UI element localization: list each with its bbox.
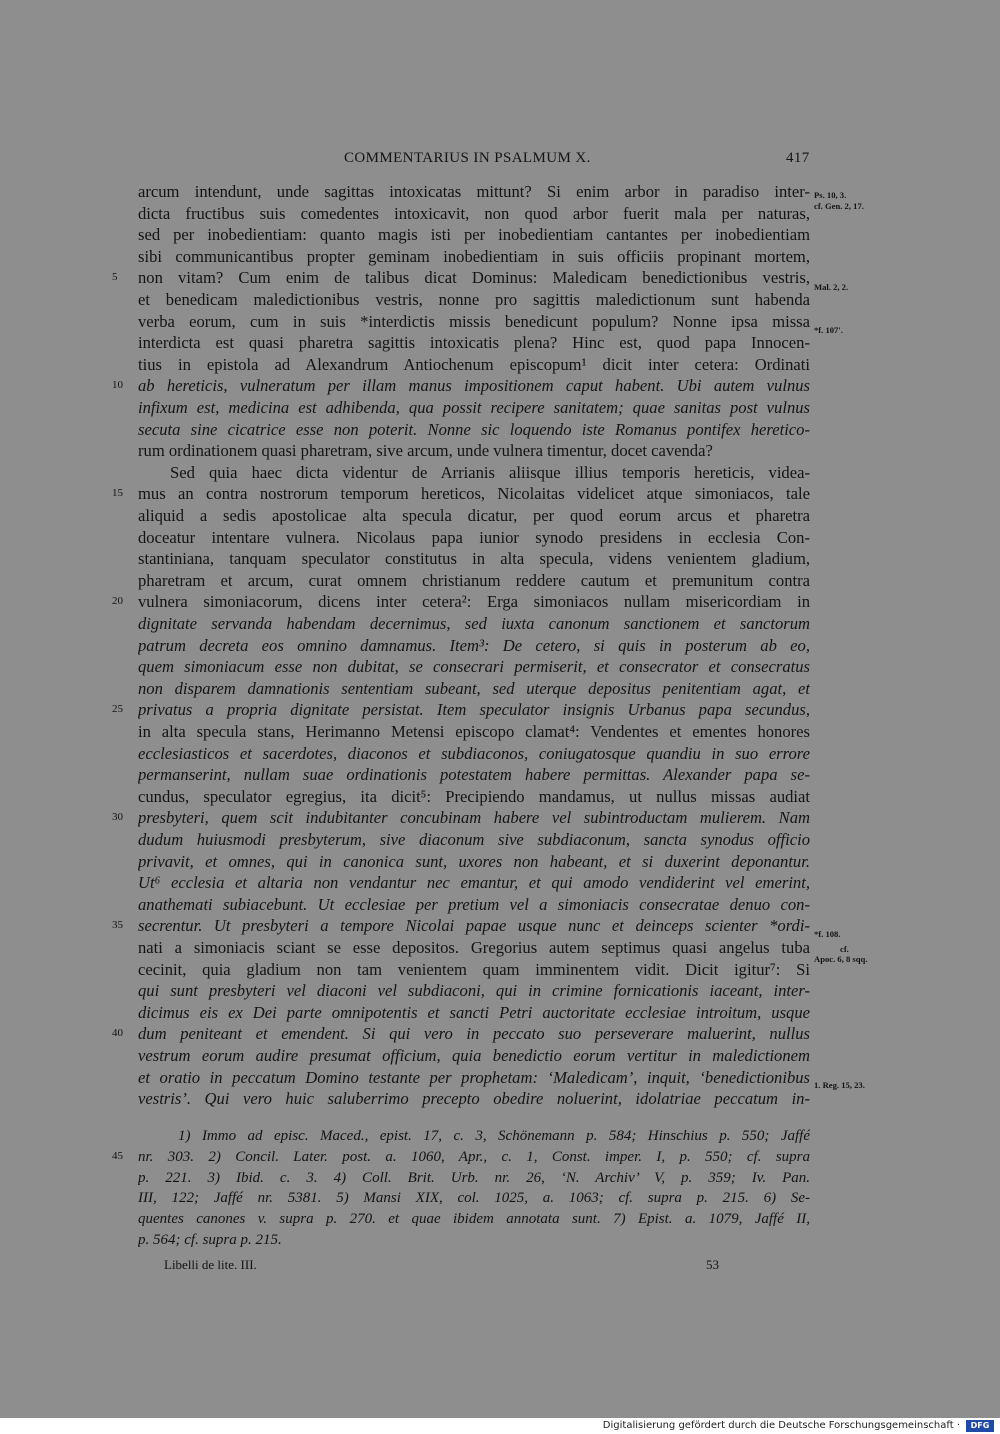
text-line: cundus, speculator egregius, ita dicit⁵: Precipiendo mandamus, ut nullus missas audiat <box>138 786 810 806</box>
text-line: patrum decreta eos omnino damnamus. Item³: De cetero, si quis in posterum ab eo, <box>138 635 810 655</box>
footnote-line: quentes canones v. supra p. 270. et quae ibidem annotata sunt. 7) Epist. a. 1079, Jaffé II, <box>138 1211 810 1228</box>
running-head: COMMENTARIUS IN PSALMUM X. <box>344 150 591 166</box>
text-line: anathemati subiacebunt. Ut ecclesiae per pretium vel a simoniacis consecratae denuo con- <box>138 894 810 914</box>
text-line: qui sunt presbyteri vel diaconi vel subdiaconi, qui in crimine fornicationis iaceant, inter- <box>138 981 810 1001</box>
text-line: nati a simoniacis sciant se esse depositos. Gregorius autem septimus quasi angelus tuba <box>138 938 810 957</box>
text-line: secuta sine cicatrice esse non poterit. Nonne sic loquendo iste Romanus pontifex heretico- <box>138 419 810 439</box>
text-line: vestris’. Qui vero huic saluberrimo precepto obedire noluerint, idolatriae peccatum in- <box>138 1089 810 1109</box>
signature-label: Libelli de lite. III. <box>164 1257 257 1272</box>
text-line: et oratio in peccatum Domino testante per prophetam: ‘Maledicam’, inquit, ‘benedictionibus <box>138 1067 810 1087</box>
margin-note: *f. 108. <box>814 929 841 939</box>
text-line: dignitate servanda habendam decernimus, sed iuxta canonum sanctionem et sanctorum <box>138 614 810 633</box>
text-line: Sed quia haec dicta videntur de Arrianis aliisque illius temporis hereticis, videa- <box>170 462 810 482</box>
text-line: privatus a propria dignitate persistat. Item speculator insignis Urbanus papa secundus, <box>138 700 810 720</box>
line-number: 10 <box>112 379 123 392</box>
text-line: dicimus eis ex Dei parte omnipotentis et sancti Petri auctoritate ecclesiae introitum, usque <box>138 1002 810 1022</box>
text-line: quem simoniacum esse non dubitat, se consecrari permiserit, et consecrator et consecratus <box>138 657 810 677</box>
margin-note: Ps. 10, 3. <box>814 190 847 200</box>
line-number: 30 <box>112 811 123 824</box>
text-line: ab hereticis, vulneratum per illam manus impositionem caput habent. Ubi autem vulnus <box>138 376 810 396</box>
text-line: infixum est, medicina est adhibenda, qua possit recipere sanitatem; quae sanitas post vulnus <box>138 398 810 417</box>
text-line: non disparem damnationis sententiam subeant, sed uterque depositus penitentiam agat, et <box>138 678 810 698</box>
text-line: ecclesiasticos et sacerdotes, diaconos et subdiaconos, coniugatosque quandiu in suo errore <box>138 743 810 763</box>
text-line: vestrum eorum audire presumat officium, quia benedictio eorum vertitur in maledictionem <box>138 1046 810 1065</box>
text-line: aliquid a sedis apostolicae alta specula dicatur, per quod eorum arcus et pharetra <box>138 506 810 525</box>
text-line: presbyteri, quem scit indubitanter concubinam habere vel subintroductam mulierem. Nam <box>138 808 810 828</box>
text-line: interdicta est quasi pharetra sagittis intoxicatis plena? Hinc est, quod papa Innocen- <box>138 333 810 353</box>
line-number: 20 <box>112 595 123 608</box>
text-line: dicta fructibus suis comedentes intoxicavit, non quod arbor fuerit mala per naturas, <box>138 203 810 223</box>
margin-note: Apoc. 6, 8 sqq. <box>814 954 868 964</box>
text-line: pharetram et arcum, curat omnem christianum reddere cautum et premunitum contra <box>138 570 810 590</box>
margin-note: cf. <box>840 944 849 954</box>
margin-note: 1. Reg. 15, 23. <box>814 1080 865 1090</box>
footnote-line: 1) Immo ad episc. Maced., epist. 17, c. 3, Schönemann p. 584; Hinschius p. 550; Jaffé <box>178 1128 810 1144</box>
footnote-line: nr. 303. 2) Concil. Later. post. a. 1060, Apr., c. 1, Const. imper. I, p. 550; cf. supra <box>138 1148 810 1165</box>
footnote-line-number: 45 <box>112 1150 123 1162</box>
text-line: tius in epistola ad Alexandrum Antiochenum episcopum¹ dicit inter cetera: Ordinati <box>138 354 810 374</box>
text-line: rum ordinationem quasi pharetram, sive arcum, unde vulnera timentur, docet cavenda? <box>138 441 713 461</box>
line-number: 35 <box>112 919 123 932</box>
margin-note: Mal. 2, 2. <box>814 282 849 292</box>
funding-text: Digitalisierung gefördert durch die Deutsche Forschungsgemeinschaft · <box>602 1420 960 1431</box>
text-line: sibi communicantibus propter geminam inobedientiam in suis officiis propinant mortem, <box>138 246 810 266</box>
text-line: sed per inobedientiam: quanto magis isti per inobedientiam cantantes per inobedientiam <box>138 225 810 245</box>
text-line: Ut⁶ ecclesia et altaria non vendantur nec emantur, et qui amodo vendiderint vel emerint, <box>138 873 810 893</box>
text-line: secrentur. Ut presbyteri a tempore Nicolai papae usque nunc et deinceps scienter *ordi- <box>138 916 810 936</box>
text-line: permanserint, nullam suae ordinationis potestatem habere permittas. Alexander papa se- <box>138 765 810 785</box>
line-number: 40 <box>112 1027 123 1040</box>
text-line: stantiniana, tanquam speculator constitutus in alta specula, videns venientem gladium, <box>138 549 810 569</box>
text-line: verba eorum, cum in suis *interdictis missis benedicunt populum? Nonne ipsa missa <box>138 311 810 331</box>
text-line: in alta specula stans, Herimanno Metensi episcopo clamat⁴: Vendentes et ementes honores <box>138 722 810 741</box>
text-line: arcum intendunt, unde sagittas intoxicatas mittunt? Si enim arbor in paradiso inter- <box>138 182 810 201</box>
footnote-line: III, 122; Jaffé nr. 5381. 5) Mansi XIX, col. 1025, a. 1063; cf. supra p. 215. 6) Se- <box>138 1190 810 1207</box>
text-line: cecinit, quia gladium non tam venientem quam imminentem vidit. Dicit igitur⁷: Si <box>138 959 810 979</box>
line-number: 25 <box>112 703 123 716</box>
margin-note: cf. Gen. 2, 17. <box>814 201 864 211</box>
text-line: dum peniteant et emendent. Si qui vero in peccato suo perseverare maluerint, nullus <box>138 1024 810 1044</box>
signature-number: 53 <box>706 1257 719 1272</box>
text-line: doceatur intentare vulnera. Nicolaus papa iunior synodo presidens in ecclesia Con- <box>138 527 810 547</box>
text-line: et benedicam maledictionibus vestris, nonne pro sagittis maledictionum sunt habenda <box>138 290 810 309</box>
footnote-line: p. 221. 3) Ibid. c. 3. 4) Coll. Brit. Urb. nr. 26, ‘N. Archiv’ V, p. 359; Iv. Pan. <box>138 1169 810 1186</box>
page-number: 417 <box>786 150 810 166</box>
line-number: 15 <box>112 487 123 500</box>
margin-note: *f. 107'. <box>814 325 843 335</box>
text-line: non vitam? Cum enim de talibus dicat Dominus: Maledicam benedictionibus vestris, <box>138 268 810 288</box>
text-line: vulnera simoniacorum, dicens inter cetera²: Erga simoniacos nullam misericordiam in <box>138 592 810 612</box>
line-number: 5 <box>112 271 118 284</box>
text-line: privavit, et omnes, qui in canonica sunt, uxores non habeant, et si duxerint deponantur. <box>138 851 810 871</box>
text-line: mus an contra nostrorum temporum hereticos, Nicolaitas videlicet atque simoniacos, tale <box>138 484 810 504</box>
dfg-logo-icon: DFG <box>966 1420 994 1432</box>
text-line: dudum huiusmodi presbyterum, sive diaconum sive subdiaconum, sancta synodus officio <box>138 830 810 849</box>
footnote-line: p. 564; cf. supra p. 215. <box>138 1232 282 1248</box>
